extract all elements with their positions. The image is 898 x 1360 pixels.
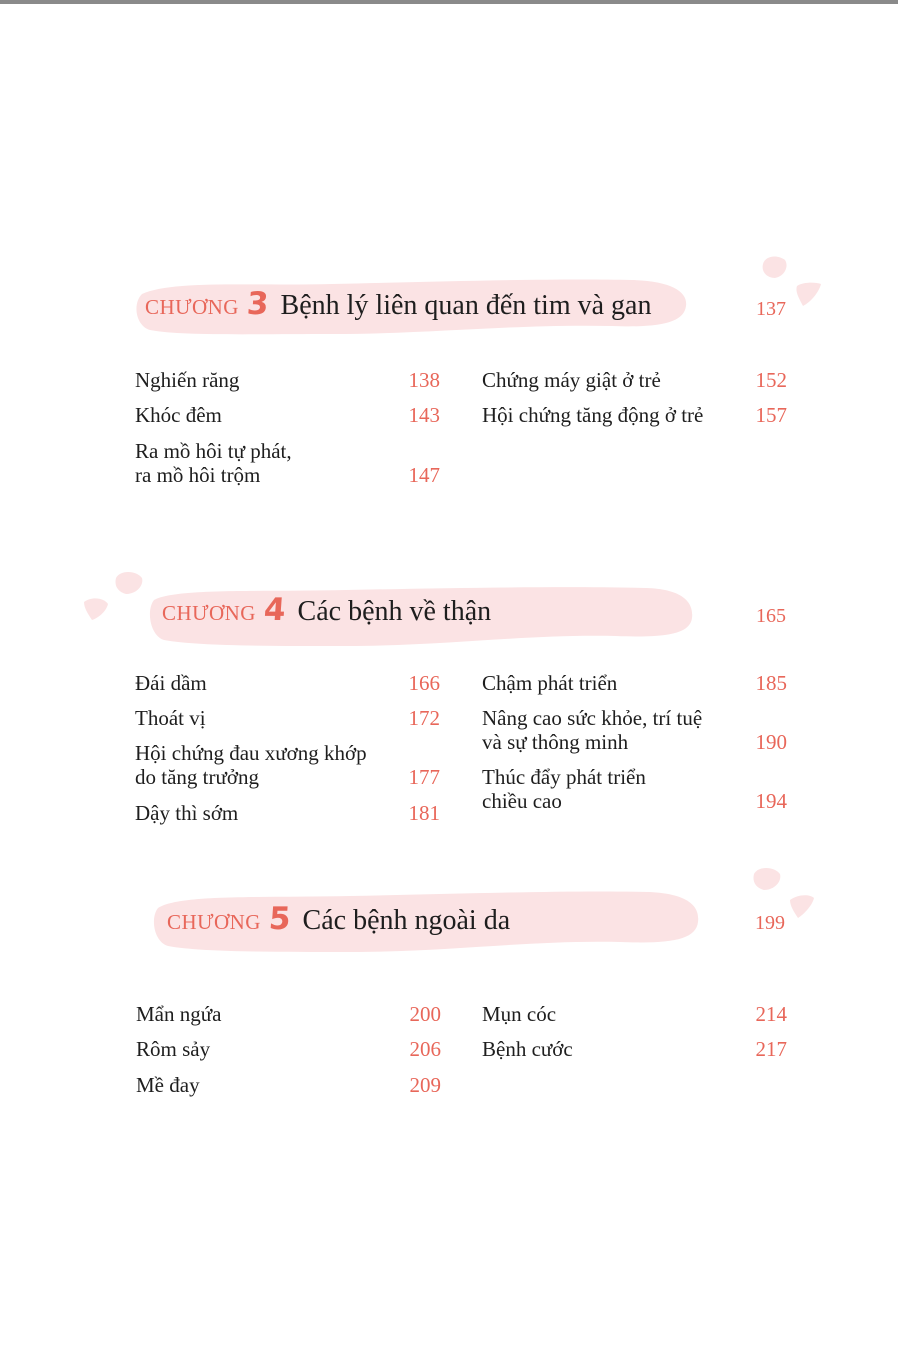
chapter-title: Bệnh lý liên quan đến tim và gan bbox=[280, 290, 652, 321]
toc-entry-page: 147 bbox=[408, 463, 440, 487]
toc-entry[interactable] bbox=[482, 671, 787, 695]
toc-entry-label: Dậy thì sớm bbox=[135, 801, 239, 825]
toc-entry[interactable] bbox=[482, 1002, 787, 1026]
toc-entry-page: 143 bbox=[408, 403, 440, 427]
toc-entry-page: 214 bbox=[755, 1002, 787, 1026]
toc-entry-page: 209 bbox=[409, 1073, 441, 1097]
toc-entry[interactable] bbox=[135, 368, 440, 392]
toc-entry-label: Mề đay bbox=[136, 1073, 200, 1097]
toc-entry-label: Nghiến răng bbox=[135, 368, 240, 392]
toc-entry-page: 181 bbox=[408, 801, 440, 825]
toc-entry-label: Hội chứng đau xương khớp bbox=[135, 741, 367, 765]
toc-entry-label: Mụn cóc bbox=[482, 1002, 557, 1026]
toc-entry[interactable] bbox=[482, 403, 787, 427]
chapter-page[interactable]: 165 bbox=[756, 605, 786, 627]
chapter-title: Các bệnh về thận bbox=[297, 596, 492, 627]
chapter-heading bbox=[167, 901, 510, 937]
toc-entry-label: Bệnh cước bbox=[482, 1037, 573, 1061]
toc-entry[interactable] bbox=[136, 1073, 441, 1097]
heart-petal-icon bbox=[82, 568, 152, 628]
toc-entry-label: Hội chứng tăng động ở trẻ bbox=[482, 403, 704, 427]
toc-entry-label: Khóc đêm bbox=[135, 403, 222, 427]
toc-entry[interactable] bbox=[482, 368, 787, 392]
chapter-heading bbox=[162, 592, 491, 628]
toc-entry[interactable] bbox=[136, 1002, 441, 1026]
toc-entry-label: Rôm sảy bbox=[136, 1037, 211, 1061]
toc-entry-label: Thúc đẩy phát triển bbox=[482, 765, 646, 789]
toc-entry-page: 152 bbox=[755, 368, 787, 392]
chapter-number: 5 bbox=[267, 901, 292, 937]
toc-entry-page: 185 bbox=[755, 671, 787, 695]
toc-entry-label-line2: ra mồ hôi trộm bbox=[135, 463, 261, 487]
toc-entry-label: Chậm phát triển bbox=[482, 671, 618, 695]
toc-entry-page: 166 bbox=[408, 671, 440, 695]
toc-entry-label: Mẩn ngứa bbox=[136, 1002, 222, 1026]
chapter-word: CHƯƠNG bbox=[162, 601, 256, 625]
toc-entry-label-line2: chiều cao bbox=[482, 789, 562, 813]
toc-entry[interactable] bbox=[482, 765, 787, 813]
toc-entry[interactable] bbox=[482, 1037, 787, 1061]
top-border bbox=[0, 0, 898, 4]
toc-entry-page: 200 bbox=[409, 1002, 441, 1026]
chapter-word: CHƯƠNG bbox=[145, 295, 239, 319]
chapter-word: CHƯƠNG bbox=[167, 910, 261, 934]
toc-entry[interactable] bbox=[482, 706, 787, 754]
toc-entry[interactable] bbox=[135, 741, 440, 789]
toc-entry-page: 172 bbox=[408, 706, 440, 730]
toc-entry-label: Chứng máy giật ở trẻ bbox=[482, 368, 661, 392]
chapter-title: Các bệnh ngoài da bbox=[302, 905, 511, 936]
toc-entry-label: Nâng cao sức khỏe, trí tuệ bbox=[482, 706, 703, 730]
toc-entry[interactable] bbox=[135, 439, 440, 487]
toc-entry-page: 206 bbox=[409, 1037, 441, 1061]
chapter-number: 4 bbox=[262, 592, 287, 628]
toc-entry-page: 177 bbox=[408, 765, 440, 789]
toc-entry[interactable] bbox=[135, 801, 440, 825]
toc-entry[interactable] bbox=[136, 1037, 441, 1061]
toc-entry-page: 138 bbox=[408, 368, 440, 392]
chapter-page[interactable]: 199 bbox=[755, 912, 785, 934]
chapter-page[interactable]: 137 bbox=[756, 298, 786, 320]
toc-entry-page: 190 bbox=[755, 730, 787, 754]
toc-entry[interactable] bbox=[135, 671, 440, 695]
toc-entry[interactable] bbox=[135, 403, 440, 427]
toc-entry-page: 194 bbox=[755, 789, 787, 813]
toc-entry-label-line2: do tăng trưởng bbox=[135, 765, 259, 789]
toc-entry-label: Thoát vị bbox=[135, 706, 206, 730]
chapter-heading bbox=[145, 286, 651, 322]
toc-entry-label: Đái dầm bbox=[135, 671, 207, 695]
toc-entry-page: 157 bbox=[755, 403, 787, 427]
chapter-number: 3 bbox=[245, 286, 270, 322]
toc-entry-label-line2: và sự thông minh bbox=[482, 730, 629, 754]
toc-entry-label: Ra mồ hôi tự phát, bbox=[135, 439, 292, 463]
toc-entry[interactable] bbox=[135, 706, 440, 730]
toc-entry-page: 217 bbox=[755, 1037, 787, 1061]
